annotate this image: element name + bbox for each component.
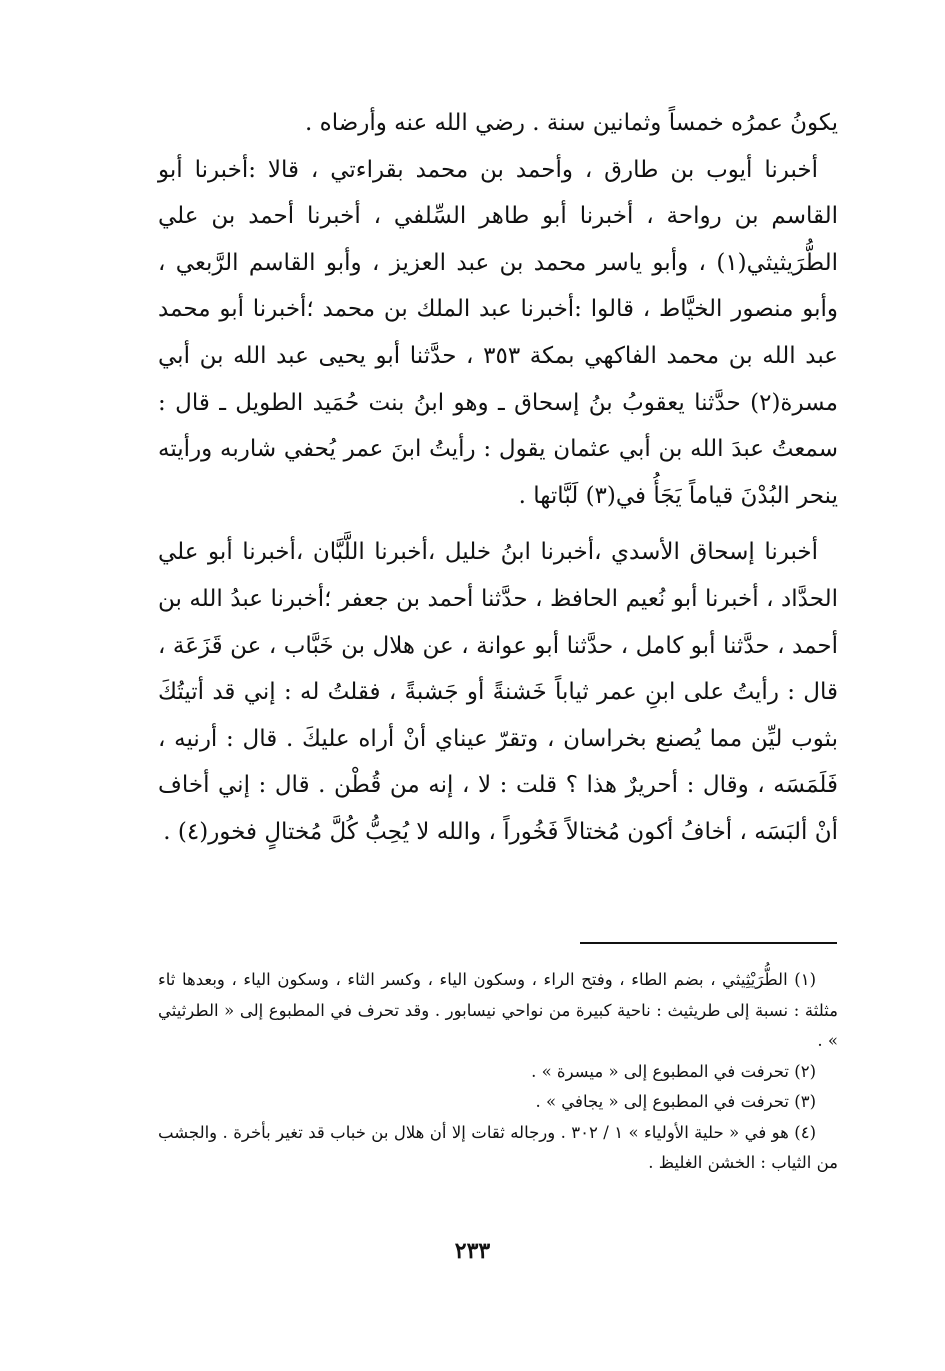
paragraph-2: أخبرنا أيوب بن طارق ، وأحمد بن محمد بقراءتي ، قالا :أخبرنا أبو القاسم بن رواحة ، أخبرنا أبو طاهر السِّلفي ، أخبرنا أحمد بن علي الطُّرَيثيثي(١) ، وأبو ياسر محمد بن عبد العزيز ، وأبو القاسم الرَّبعي ، وأبو منصور الخيَّاط ، قالوا :أخبرنا عبد الملك بن محمد ؛أخبرنا أبو محمد عبد الله بن محمد الفاكهي بمكة ٣٥٣ ، حدَّثنا أبو يحيى عبد الله بن أبي مسرة(٢) حدَّثنا يعقوبُ بنُ إسحاق ـ وهو ابنُ بنت حُمَيد الطويل ـ قال : سمعتُ عبدَ الله بن أبي عثمان يقول : رأيتُ ابنَ عمر يُحفي شاربه ورأيته ينحر البُدْنَ قياماً يَجَأُ في(٣) لَبَّاتها . [158, 156, 838, 509]
footnote-1: (١) الطُّرَيْثِيثي ، بضم الطاء ، وفتح الراء ، وسكون الياء ، وكسر الثاء ، وسكون الياء ، وبعدها ثاء مثلثة : نسبة إلى طريثيث : ناحية كبيرة من نواحي نيسابور . وقد تحرف في المطبوع إلى « الطرثيثي » . [158, 970, 838, 1050]
footnote-separator [580, 942, 837, 944]
footnotes [158, 965, 838, 1179]
page-number: ٢٣٣ [454, 1238, 491, 1264]
main-text [158, 100, 838, 856]
footnote-4: (٤) هو في « حلية الأولياء » ١ / ٣٠٢ . ورجاله ثقات إلا أن هلال بن خباب قد تغير بأخرة . والجشب من الثياب : الخشن الغليظ . [158, 1122, 838, 1172]
paragraph-3: أخبرنا إسحاق الأسدي ،أخبرنا ابنُ خليل ،أخبرنا اللَّبَّان ،أخبرنا أبو علي الحدَّاد ، أخبرنا أبو نُعيم الحافظ ، حدَّثنا أحمد بن جعفر ؛أخبرنا عبدُ الله بن أحمد ، حدَّثنا أبو كامل ، حدَّثنا أبو عوانة ، عن هلال بن خَبَّاب ، عن قَزَعَة ، قال : رأيتُ على ابنِ عمر ثياباً خَشنةً أو جَشبةً ، فقلتُ له : إني قد أتيتُكَ بثوب ليِّن مما يُصنع بخراسان ، وتقرّ عيناي أنْ أراه عليكَ . قال : أرنيه ، فَلَمَسَه ، وقال : أحريرٌ هذا ؟ قلت : لا ، إنه من قُطْن . قال : إني أخاف أنْ ألبَسَه ، أخافُ أكون مُختالاً فَخُوراً ، والله لا يُحِبُّ كُلَّ مُختالٍ فخور(٤) . [158, 539, 838, 845]
paragraph-gap [158, 519, 838, 529]
footnote-2: (٢) تحرفت في المطبوع إلى « ميسرة » . [531, 1061, 816, 1081]
paragraph-1: يكونُ عمرُه خمساً وثمانين سنة . رضي الله عنه وأرضاه . [305, 110, 838, 136]
footnote-3: (٣) تحرفت في المطبوع إلى « يجافي » . [535, 1092, 816, 1111]
